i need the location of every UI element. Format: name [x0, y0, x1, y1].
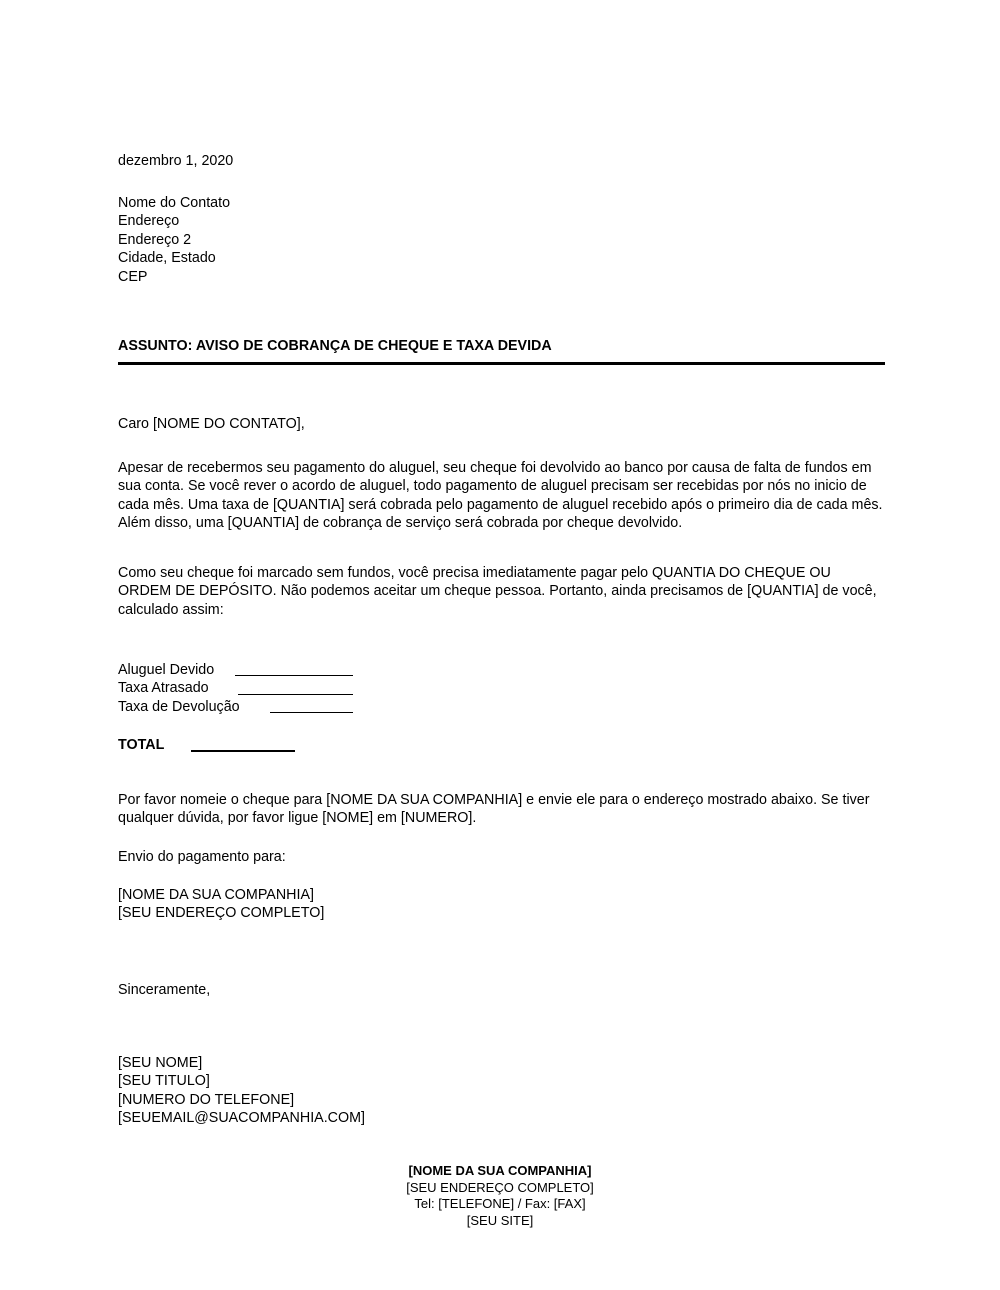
body-paragraph-2: Como seu cheque foi marcado sem fundos, você precisa imediatamente pagar pelo QUANTIA DO CHEQUE OU ORDEM DE DEPÓSITO. Não podemos aceitar um cheque pessoa. Portanto, ainda precisamos de [QUANTIA] de você, calculado assim:: [118, 565, 877, 618]
remit-address-block: [118, 886, 885, 923]
closing-salutation: Sinceramente,: [118, 982, 211, 998]
recipient-line: Endereço 2: [118, 231, 192, 248]
page-footer: [0, 1163, 1000, 1229]
recipient-line: Cidade, Estado: [118, 250, 216, 267]
body-paragraph-3-block: [118, 791, 885, 828]
footer-website: [SEU SITE]: [466, 1212, 534, 1228]
remit-label-block: [118, 848, 885, 866]
horizontal-rule: [118, 362, 885, 365]
total-row: [118, 736, 885, 755]
fee-row: [118, 661, 885, 679]
signature-line: [NUMERO DO TELEFONE]: [118, 1091, 295, 1108]
fee-label: Aluguel Devido: [118, 662, 215, 678]
fee-amount-blank[interactable]: [235, 675, 353, 676]
fee-label: Taxa de Devolução: [118, 698, 240, 715]
signature-block: [118, 1054, 885, 1128]
body-paragraph-1: Apesar de recebermos seu pagamento do aluguel, seu cheque foi devolvido ao banco por causa de falta de fundos em sua conta. Se você rever o acordo de aluguel, todo pagamento de aluguel precisam ser recebidas por nós no inicio de cada mês. Uma taxa de [QUANTIA] será cobrada pelo pagamento de aluguel recebido após o primeiro dia de cada mês. Além disso, uma [QUANTIA] de cobrança de serviço será cobrada por cheque devolvido.: [118, 460, 883, 532]
remit-address-line: [SEU ENDEREÇO COMPLETO]: [118, 905, 325, 922]
total-amount-blank[interactable]: [191, 750, 295, 752]
subject-block: [118, 337, 885, 365]
signature-line: [SEU NOME]: [118, 1055, 203, 1071]
body-paragraph-2-block: [118, 564, 885, 619]
fee-label: Taxa Atrasado: [118, 680, 209, 697]
fee-amount-blank[interactable]: [270, 712, 353, 713]
footer-address: [SEU ENDEREÇO COMPLETO]: [406, 1179, 594, 1195]
recipient-line: Endereço: [118, 213, 180, 230]
remit-address-line: [NOME DA SUA COMPANHIA]: [118, 887, 314, 903]
recipient-address-block: [118, 194, 885, 286]
body-paragraph-3: Por favor nomeie o cheque para [NOME DA SUA COMPANHIA] e envie ele para o endereço mostrado abaixo. Se tiver qualquer dúvida, por favor ligue [NOME] em [NUMERO].: [118, 792, 870, 827]
footer-company-name: [NOME DA SUA COMPANHIA]: [408, 1163, 592, 1178]
salutation-block: [118, 415, 885, 433]
date-block: [118, 152, 885, 170]
fee-row: [118, 698, 885, 716]
remit-label: Envio do pagamento para:: [118, 849, 286, 865]
closing-block: [118, 981, 885, 999]
fee-row: [118, 679, 885, 697]
letter-date: dezembro 1, 2020: [118, 153, 234, 169]
total-block: [118, 736, 885, 755]
footer-contact: Tel: [TELEFONE] / Fax: [FAX]: [414, 1196, 586, 1212]
body-paragraph-1-block: [118, 459, 885, 533]
fee-breakdown-list: [118, 661, 885, 716]
signature-line: [SEU TITULO]: [118, 1073, 210, 1090]
subject-line: ASSUNTO: AVISO DE COBRANÇA DE CHEQUE E TAXA DEVIDA: [118, 338, 552, 354]
salutation: Caro [NOME DO CONTATO],: [118, 416, 305, 432]
recipient-line: Nome do Contato: [118, 195, 231, 211]
recipient-line: CEP: [118, 268, 148, 285]
fee-amount-blank[interactable]: [238, 694, 353, 695]
signature-line: [SEUEMAIL@SUACOMPANHIA.COM]: [118, 1110, 366, 1127]
total-label: TOTAL: [118, 737, 165, 753]
